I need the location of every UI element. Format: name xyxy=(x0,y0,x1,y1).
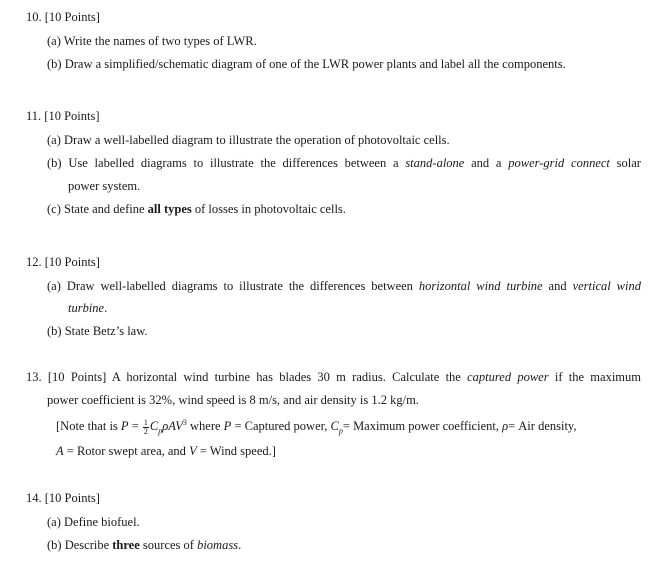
q12-heading: 12. [10 Points] xyxy=(26,255,100,269)
q11-heading: 11. [10 Points] xyxy=(26,109,100,123)
q11-part-a: (a) Draw a well-labelled diagram to illustrate the operation of photovoltaic cells. xyxy=(47,133,450,147)
q10-heading: 10. [10 Points] xyxy=(26,10,100,24)
q14-heading: 14. [10 Points] xyxy=(26,491,100,505)
q13-note-line2: A = Rotor swept area, and V = Wind speed.] xyxy=(56,444,276,458)
q13-line2: power coefficient is 32%, wind speed is 8 m/s, and air density is 1.2 kg/m. xyxy=(47,393,419,407)
q12-part-a-line2: turbine. xyxy=(68,301,108,315)
q10-part-a: (a) Write the names of two types of LWR. xyxy=(47,34,257,48)
q13-line1: 13. [10 Points] A horizontal wind turbine has blades 30 m radius. Calculate the captured power if the maximum xyxy=(26,370,641,384)
q12-part-b: (b) State Betz’s law. xyxy=(47,324,148,338)
q12-part-a-line1: (a) Draw well-labelled diagrams to illustrate the differences between horizontal wind turbine and vertical wind xyxy=(47,279,641,293)
q14-part-a: (a) Define biofuel. xyxy=(47,515,140,529)
one-half-fraction: $\frac{1}{2}$ xyxy=(143,417,148,436)
q13-note-line1: [Note that is P = $\frac{1}{2}$ $C_p\rho AV^3$ where P = Captured power, $C_p=$ Maximum power coefficient, ρ= Air density, xyxy=(56,417,577,436)
q11-part-b-line2: power system. xyxy=(68,179,141,193)
q14-part-b: (b) Describe three sources of biomass. xyxy=(47,538,242,552)
q11-part-b-line1: (b) Use labelled diagrams to illustrate the differences between a stand-alone and a power-grid connect solar xyxy=(47,156,641,170)
q10-part-b: (b) Draw a simplified/schematic diagram of one of the LWR power plants and label all the components. xyxy=(47,57,566,71)
q11-part-c: (c) State and define all types of losses in photovoltaic cells. xyxy=(47,202,346,216)
